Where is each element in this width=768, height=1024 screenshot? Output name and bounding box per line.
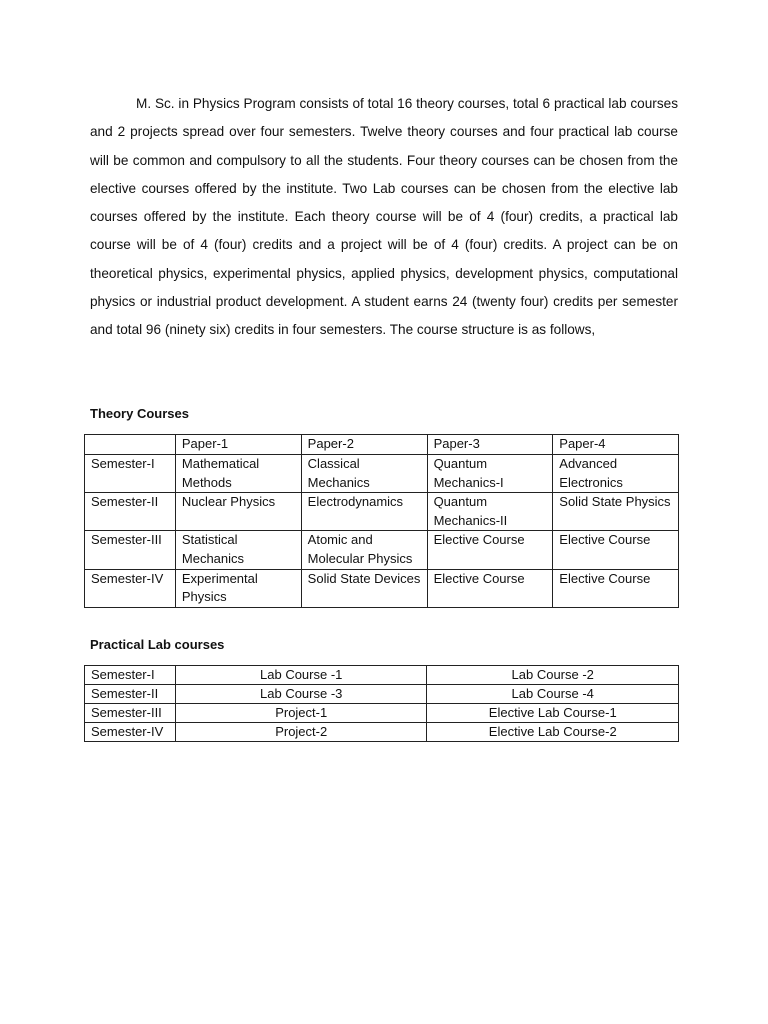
lab-course-cell: Project-1 (175, 704, 427, 723)
lab-course-cell: Project-2 (175, 723, 427, 742)
semester-cell: Semester-I (85, 455, 176, 493)
semester-cell: Semester-IV (85, 569, 176, 607)
course-cell: Classical Mechanics (301, 455, 427, 493)
semester-cell: Semester-III (85, 531, 176, 569)
header-cell: Paper-1 (175, 435, 301, 455)
semester-cell: Semester-III (85, 704, 176, 723)
table-row (85, 723, 679, 742)
table-row (85, 685, 679, 704)
course-cell: Atomic and Molecular Physics (301, 531, 427, 569)
theory-courses-table (84, 434, 679, 608)
course-cell: Solid State Devices (301, 569, 427, 607)
semester-cell: Semester-IV (85, 723, 176, 742)
course-cell: Elective Course (427, 569, 553, 607)
semester-cell: Semester-II (85, 685, 176, 704)
header-cell: Paper-4 (553, 435, 679, 455)
lab-course-cell: Lab Course -3 (175, 685, 427, 704)
lab-course-cell: Elective Lab Course-2 (427, 723, 679, 742)
lab-course-cell: Lab Course -4 (427, 685, 679, 704)
course-cell: Nuclear Physics (175, 493, 301, 531)
course-cell: Elective Course (553, 531, 679, 569)
lab-course-cell: Lab Course -2 (427, 666, 679, 685)
course-cell: Advanced Electronics (553, 455, 679, 493)
table-row (85, 455, 679, 493)
intro-paragraph: M. Sc. in Physics Program consists of total 16 theory courses, total 6 practical lab courses and 2 projects spread over four semesters. Twelve theory courses and four practical lab course will be common and compulsory to all the students. Four theory courses can be chosen from the elective courses offered by the institute. Two Lab courses can be chosen from the elective lab courses offered by the institute. Each theory course will be of 4 (four) credits, a practical lab course will be of 4 (four) credits and a project will be of 4 (four) credits. A project can be on theoretical physics, experimental physics, applied physics, development physics, computational physics or industrial product development. A student earns 24 (twenty four) credits per semester and total 96 (ninety six) credits in four semesters. The course structure is as follows, (90, 96, 678, 338)
course-cell: Electrodynamics (301, 493, 427, 531)
course-cell: Statistical Mechanics (175, 531, 301, 569)
course-cell: Solid State Physics (553, 493, 679, 531)
table-row (85, 569, 679, 607)
lab-courses-table (84, 665, 679, 742)
course-cell: Experimental Physics (175, 569, 301, 607)
semester-cell: Semester-II (85, 493, 176, 531)
course-cell: Elective Course (427, 531, 553, 569)
table-row (85, 666, 679, 685)
lab-courses-heading: Practical Lab courses (90, 637, 225, 652)
table-row (85, 704, 679, 723)
lab-course-cell: Lab Course -1 (175, 666, 427, 685)
header-cell: Paper-2 (301, 435, 427, 455)
table-row (85, 493, 679, 531)
theory-courses-heading: Theory Courses (90, 406, 189, 421)
course-cell: Mathematical Methods (175, 455, 301, 493)
course-cell: Elective Course (553, 569, 679, 607)
course-cell: Quantum Mechanics-II (427, 493, 553, 531)
lab-course-cell: Elective Lab Course-1 (427, 704, 679, 723)
table-row (85, 531, 679, 569)
header-cell (85, 435, 176, 455)
course-cell: Quantum Mechanics-I (427, 455, 553, 493)
theory-header-row (85, 435, 679, 455)
semester-cell: Semester-I (85, 666, 176, 685)
header-cell: Paper-3 (427, 435, 553, 455)
